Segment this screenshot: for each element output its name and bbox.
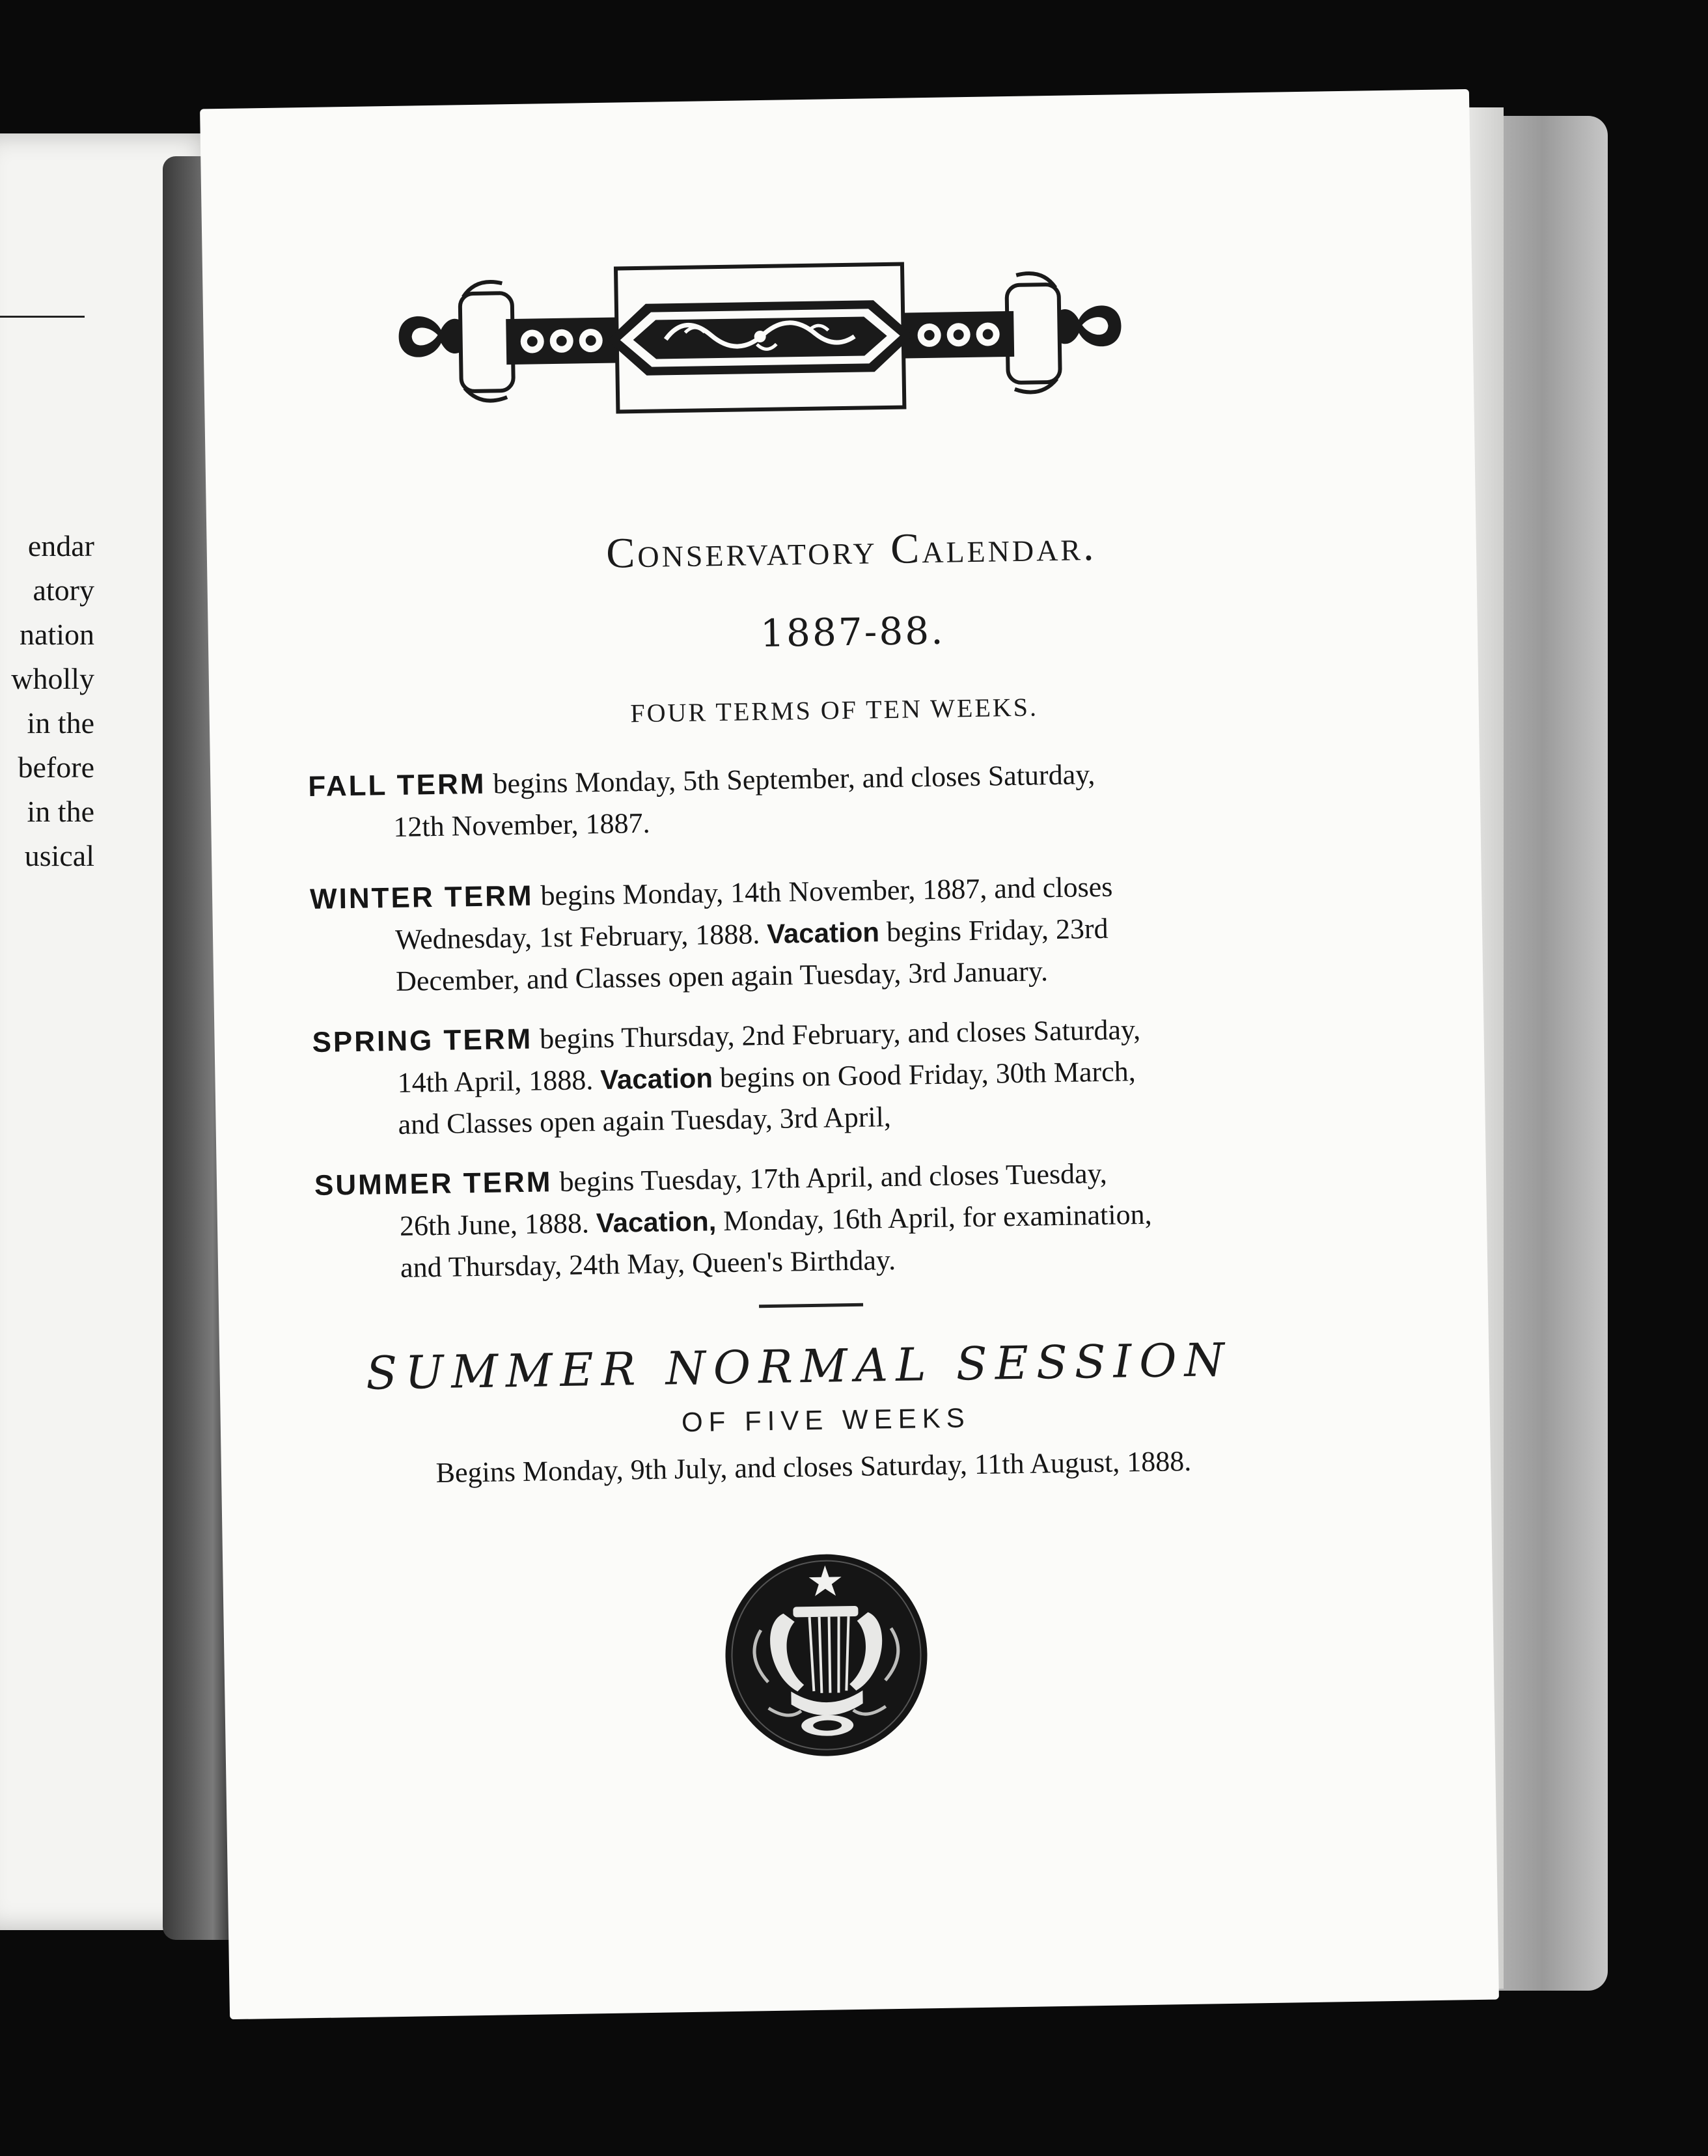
normal-session-dates: Begins Monday, 9th July, and closes Saturday, 11th August, 1888. [435, 1444, 1192, 1489]
term-entry-winter [310, 864, 1262, 1004]
term-text: 14th April, 1888. [397, 1064, 594, 1099]
term-entry-summer [314, 1150, 1267, 1290]
term-text: Wednesday, 1st February, 1888. [394, 918, 760, 956]
term-text: begins on Good Friday, 30th March, [719, 1055, 1136, 1094]
term-name: WINTER TERM [309, 879, 534, 915]
vacation-label: Vacation [766, 917, 880, 949]
term-name: SUMMER TERM [314, 1166, 553, 1202]
vacation-label: Vacation, [596, 1206, 717, 1239]
page-title: Conservatory Calendar. [605, 521, 1097, 577]
left-line: before [18, 751, 94, 784]
left-page-text [0, 524, 94, 878]
left-line: wholly [11, 662, 94, 695]
vacation-label: Vacation [599, 1062, 713, 1096]
lyre-emblem-icon [721, 1549, 932, 1761]
term-text: and Classes open again Tuesday, 3rd April, [398, 1101, 892, 1140]
term-name: SPRING TERM [312, 1023, 533, 1058]
term-entry-spring [312, 1007, 1264, 1147]
term-name: FALL TERM [308, 767, 486, 803]
term-text: 12th November, 1887. [393, 807, 650, 843]
term-text: December, and Classes open again Tuesday, 3rd January. [395, 955, 1049, 997]
normal-session-subtitle: OF FIVE WEEKS [681, 1402, 971, 1438]
left-line: in the [27, 706, 94, 739]
term-text: begins Monday, 5th September, and closes Saturday, [493, 758, 1095, 800]
left-line: endar [27, 529, 94, 562]
term-text: and Thursday, 24th May, Queen's Birthday. [400, 1243, 896, 1284]
scroll-banner-ornament-icon [391, 247, 1129, 428]
left-line: nation [20, 618, 94, 651]
left-line: usical [24, 839, 94, 872]
section-divider [759, 1303, 863, 1308]
term-text: begins Monday, 14th November, 1887, and closes [540, 870, 1113, 912]
term-text: Monday, 16th April, for examination, [723, 1198, 1152, 1237]
normal-session-title: SUMMER NORMAL SESSION [365, 1333, 1233, 1400]
left-page-rule [0, 316, 85, 318]
terms-subheading: FOUR TERMS OF TEN WEEKS. [630, 692, 1039, 728]
left-line: in the [27, 795, 94, 828]
term-text: begins Tuesday, 17th April, and closes Tuesday, [559, 1157, 1108, 1198]
calendar-year: 1887-88. [760, 608, 946, 656]
term-text: begins Thursday, 2nd February, and closes Saturday, [539, 1013, 1141, 1055]
term-text: begins Friday, 23rd [886, 912, 1109, 948]
calendar-page [200, 89, 1499, 2019]
term-text: 26th June, 1888. [399, 1207, 590, 1242]
left-line: atory [33, 574, 94, 607]
term-entry-fall [308, 751, 1260, 850]
